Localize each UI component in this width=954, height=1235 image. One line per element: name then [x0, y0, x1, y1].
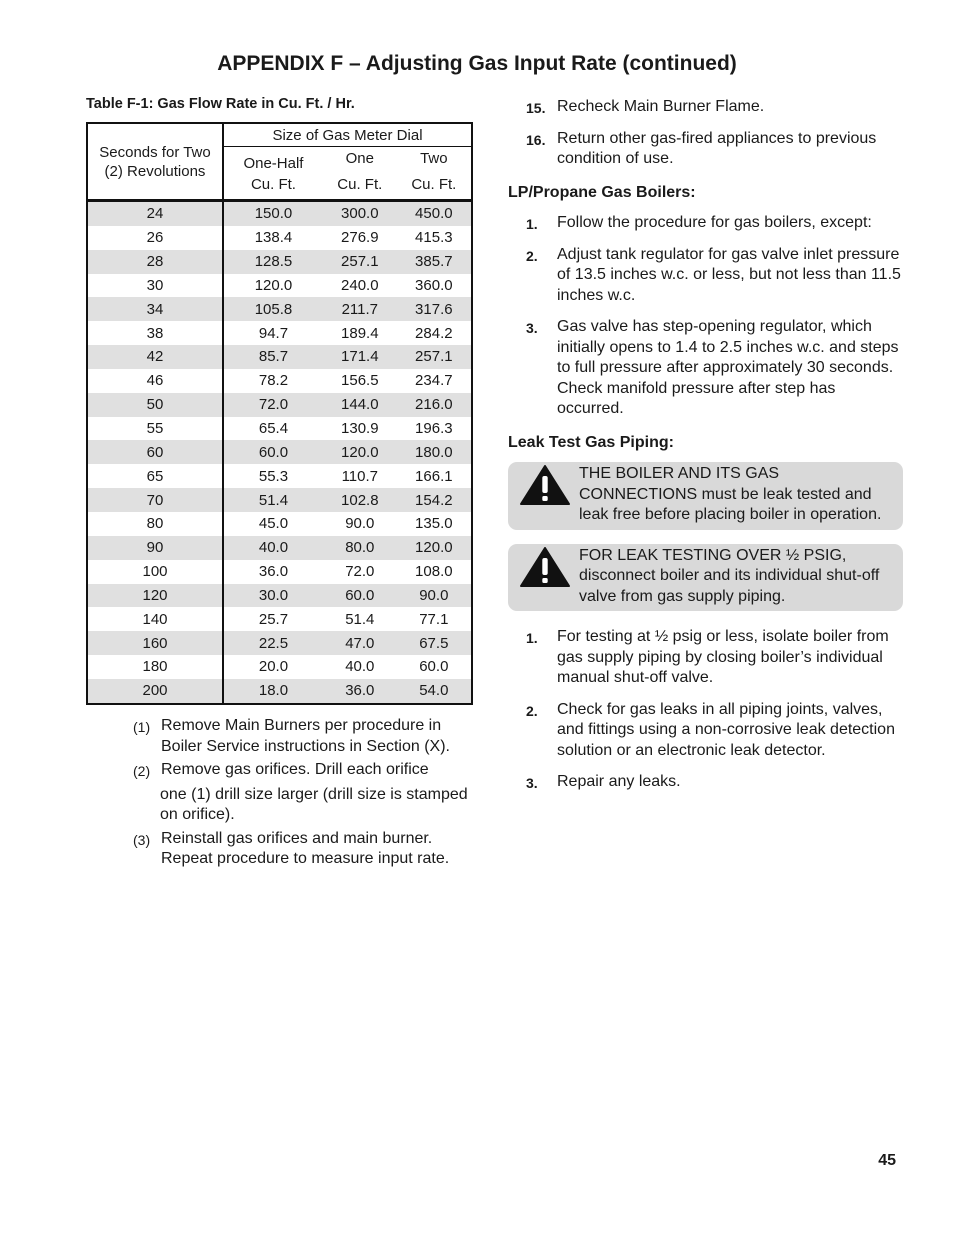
table-cell: 36.0 [258, 563, 289, 581]
table-cell: 85.7 [223, 345, 323, 369]
table-cell: 150.0 [223, 201, 323, 226]
table-cell: 22.5 [223, 631, 323, 655]
warning-box: THE BOILER AND ITS GAS CONNECTIONS must be leak tested and leak free before placing boiler in operation. [508, 462, 903, 530]
two-header: Two Cu. Ft. [397, 147, 472, 201]
table-cell: 65 [87, 464, 223, 488]
table-cell: 200 [87, 679, 223, 704]
table-cell: 20.0 [258, 658, 289, 676]
table-row [87, 250, 472, 274]
table-cell: 257.1 [397, 345, 472, 369]
note-item: (1) Remove Main Burners per procedure in Boiler Service instructions in Section (X). [133, 717, 450, 755]
warning-triangle-icon [519, 464, 571, 506]
table-cell: 300.0 [323, 201, 397, 226]
table-cell: 90 [87, 536, 223, 560]
table-cell: 77.1 [419, 610, 449, 628]
table-cell: 40.0 [223, 536, 323, 560]
table-cell: 216.0 [397, 393, 472, 417]
table-cell: 385.7 [397, 250, 472, 274]
table-cell: 171.4 [323, 345, 397, 369]
table-cell: 60 [87, 440, 223, 464]
table-cell: 51.4 [223, 488, 323, 512]
table-cell: 26 [87, 226, 223, 250]
table-cell: 72.0 [345, 563, 375, 581]
table-cell: 130.9 [341, 420, 379, 438]
table-cell: 234.7 [415, 372, 453, 390]
table-cell: 45.0 [258, 515, 289, 533]
table-cell: 257.1 [323, 250, 397, 274]
table-cell: 47.0 [323, 631, 397, 655]
table-cell: 189.4 [341, 324, 379, 342]
table-cell: 34 [87, 297, 223, 321]
table-cell: 102.8 [323, 488, 397, 512]
table-cell: 156.5 [341, 372, 379, 390]
table-cell: 120.0 [323, 440, 397, 464]
table-cell: 25.7 [258, 610, 289, 628]
table-cell: 284.2 [415, 324, 453, 342]
table-cell: 128.5 [223, 250, 323, 274]
table-cell: 138.4 [254, 229, 293, 247]
table-cell: 450.0 [397, 201, 472, 226]
table-cell: 46 [87, 369, 223, 393]
step-item: 3. Repair any leaks. [526, 773, 681, 791]
table-cell: 211.7 [323, 297, 397, 321]
table-cell: 18.0 [223, 679, 323, 704]
table-row [87, 274, 472, 298]
table-cell: 160 [87, 631, 223, 655]
table-cell: 90.0 [345, 515, 375, 533]
table-cell: 51.4 [345, 610, 375, 628]
table-cell: 144.0 [323, 393, 397, 417]
page-title: APPENDIX F – Adjusting Gas Input Rate (continued) [217, 52, 737, 75]
table-row [87, 679, 472, 704]
table-cell: 28 [87, 250, 223, 274]
table-cell: 54.0 [397, 679, 472, 704]
warning-box: FOR LEAK TESTING OVER ½ PSIG, disconnect boiler and its individual shut-off valve from gas supply piping. [508, 544, 903, 612]
table-cell: 154.2 [397, 488, 472, 512]
table-cell: 196.3 [415, 420, 453, 438]
table-cell: 60.0 [323, 584, 397, 608]
gas-table-body [87, 201, 472, 704]
table-row [87, 297, 472, 321]
table-row [87, 631, 472, 655]
step-item: 15. Recheck Main Burner Flame. [526, 98, 765, 116]
table-row [87, 345, 472, 369]
table-row [87, 393, 472, 417]
step-item: 16. Return other gas-fired appliances to previous condition of use. [526, 129, 877, 167]
table-cell: 78.2 [258, 372, 289, 390]
note-item: (3) Reinstall gas orifices and main burner. Repeat procedure to measure input rate. [133, 829, 450, 867]
step-item: 1. For testing at ½ psig or less, isolate boiler from gas supply piping by closing boiler’s individual manual shut-off valve. [526, 628, 889, 686]
table-cell: 135.0 [415, 515, 453, 533]
table-cell: 60.0 [223, 440, 323, 464]
table-cell: 120.0 [397, 536, 472, 560]
table-cell: 80 [87, 512, 223, 536]
table-cell: 120 [87, 584, 223, 608]
table-cell: 38 [87, 321, 223, 345]
table-row [87, 512, 472, 536]
table-cell: 67.5 [397, 631, 472, 655]
table-caption: Table F-1: Gas Flow Rate in Cu. Ft. / Hr. [86, 96, 355, 112]
table-cell: 80.0 [323, 536, 397, 560]
table-cell: 108.0 [415, 563, 453, 581]
table-cell: 36.0 [323, 679, 397, 704]
table-cell: 70 [87, 488, 223, 512]
table-cell: 240.0 [341, 276, 379, 294]
table-row [87, 464, 472, 488]
table-row [87, 536, 472, 560]
table-cell: 42 [87, 345, 223, 369]
gas-flow-table [86, 122, 473, 705]
right-column [508, 97, 903, 793]
dial-size-header: Size of Gas Meter Dial [223, 123, 472, 147]
table-cell: 180.0 [397, 440, 472, 464]
table-cell: 90.0 [397, 584, 472, 608]
step-item: 2. Check for gas leaks in all piping joints, valves, and fittings using a non-corrosive leak detection solution or an electronic leak detector. [526, 700, 895, 759]
table-cell: 120.0 [254, 276, 293, 294]
table-row [87, 369, 472, 393]
table-cell: 60.0 [419, 658, 449, 676]
table-cell: 276.9 [341, 229, 379, 247]
table-cell: 360.0 [415, 276, 453, 294]
table-cell: 140 [87, 607, 223, 631]
table-row [87, 440, 472, 464]
page-number: 45 [878, 1152, 896, 1169]
table-cell: 30.0 [223, 584, 323, 608]
table-row [87, 655, 472, 679]
table-row [87, 607, 472, 631]
lp-propane-heading: LP/Propane Gas Boilers: [508, 183, 696, 201]
table-cell: 30 [87, 274, 223, 298]
table-cell: 24 [87, 201, 223, 226]
table-row [87, 321, 472, 345]
table-cell: 100 [87, 560, 223, 584]
seconds-header: Seconds for Two (2) Revolutions [87, 123, 223, 201]
table-cell: 166.1 [415, 467, 453, 485]
table-row [87, 226, 472, 250]
table-row [87, 417, 472, 441]
table-cell: 50 [87, 393, 223, 417]
table-cell: 105.8 [223, 297, 323, 321]
table-cell: 94.7 [258, 324, 289, 342]
table-cell: 72.0 [223, 393, 323, 417]
warning-triangle-icon [519, 546, 571, 588]
table-cell: 65.4 [258, 420, 289, 438]
one-header: One Cu. Ft. [323, 147, 397, 201]
step-item: 3. Gas valve has step-opening regulator, which initially opens to 1.4 to 2.5 inches w.c. and steps to full pressure after approximately 30 seconds. Check manifold pressure after step has occurred. [526, 318, 899, 417]
one-half-header: One-Half Cu. Ft. [223, 147, 323, 201]
table-cell: 55.3 [258, 467, 289, 485]
step-item: 2. Adjust tank regulator for gas valve inlet pressure of 13.5 inches w.c. or less, but not less than 11.5 inches w.c. [526, 245, 901, 304]
table-row [87, 584, 472, 608]
table-row [87, 201, 472, 226]
table-row [87, 488, 472, 512]
table-cell: 317.6 [397, 297, 472, 321]
note-item: (2) Remove gas orifices. Drill each orifice one (1) drill size larger (drill size is stamped on orifice). [133, 761, 468, 823]
leak-test-heading: Leak Test Gas Piping: [508, 433, 674, 451]
table-cell: 180 [87, 655, 223, 679]
table-notes [133, 716, 478, 870]
table-cell: 55 [87, 417, 223, 441]
table-row [87, 560, 472, 584]
table-cell: 415.3 [415, 229, 453, 247]
table-cell: 40.0 [345, 658, 375, 676]
table-cell: 110.7 [341, 467, 378, 485]
step-item: 1. Follow the procedure for gas boilers, except: [526, 214, 872, 232]
